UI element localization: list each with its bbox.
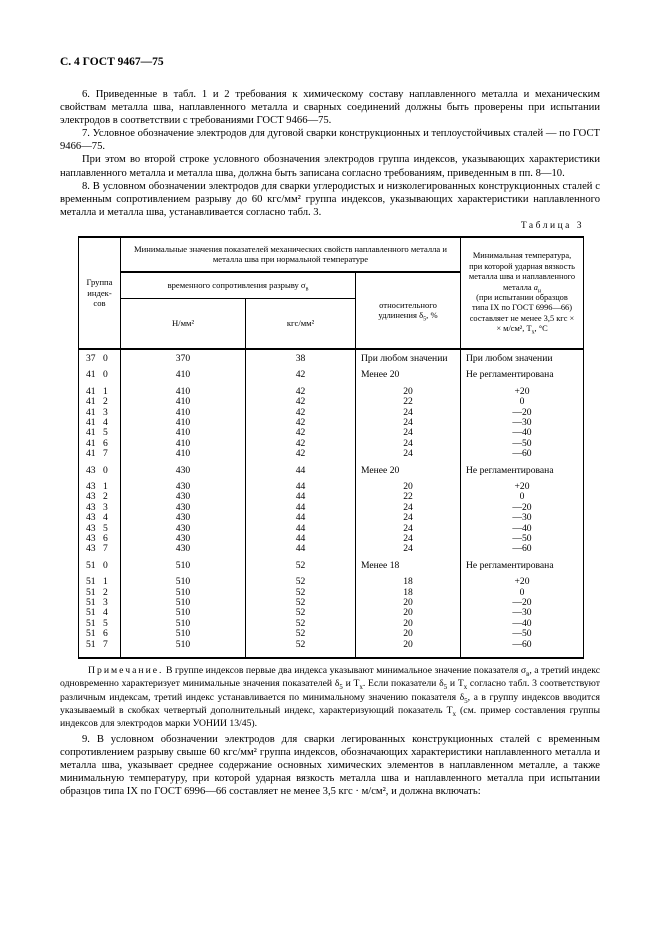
cell-index-group: 43 3: [79, 503, 121, 513]
cell-temperature: —40: [461, 524, 584, 534]
cell-elongation: Менее 20: [356, 364, 461, 380]
cell-n-mm2: 410: [121, 418, 246, 428]
cell-elongation: 20: [356, 640, 461, 658]
cell-n-mm2: 510: [121, 598, 246, 608]
cell-kgs-mm2: 44: [246, 460, 356, 476]
cell-n-mm2: 410: [121, 381, 246, 397]
table-row: [79, 598, 584, 608]
cell-n-mm2: 410: [121, 408, 246, 418]
header-n-mm2: Н/мм²: [121, 299, 246, 349]
cell-temperature: Не регламентирована: [461, 364, 584, 380]
paragraph-8: 8. В условном обозначении электродов для сварки углеродистых и низколегированных конструкционных сталей с временным сопротивлением разрыву до 60 кгс/мм² группа индексов, указывающих характеристики наплавленного металла и металла шва, устанавливается согласно табл. 3.: [60, 180, 600, 218]
cell-elongation: 20: [356, 608, 461, 618]
cell-kgs-mm2: 52: [246, 640, 356, 658]
paragraph-9: 9. В условном обозначении электродов для сварки легированных конструкционных сталей с временным сопротивлением разрыву свыше 60 кгс/мм² группа индексов, обозначающих характеристики наплавленного металла и металла шва, указывает среднее содержание основных химических элементов в наплавленном металле, а также минимальную температуру, при которой ударная вязкость металла шва и наплавленного металла при испытании образцов типа IX по ГОСТ 6996—66 составляет не менее 3,5 кгс · м/см², и должна включать:: [60, 734, 600, 798]
cell-elongation: 24: [356, 449, 461, 459]
cell-kgs-mm2: 52: [246, 588, 356, 598]
cell-index-group: 43 4: [79, 513, 121, 523]
cell-elongation: 20: [356, 629, 461, 639]
cell-n-mm2: 430: [121, 534, 246, 544]
cell-elongation: При любом значении: [356, 349, 461, 364]
cell-n-mm2: 430: [121, 476, 246, 492]
cell-kgs-mm2: 42: [246, 397, 356, 407]
table-row: [79, 524, 584, 534]
header-tensile-strength: временного сопротивления разрыву $\sigma_в$: [121, 272, 356, 299]
paragraph-6: 6. Приведенные в табл. 1 и 2 требования к химическому составу наплавленного металла и механическим свойствам металла шва, наплавленного металла и сварных соединений должны быть проверены при испытании электродов в соответствии с требованиями ГОСТ 9466—75.: [60, 89, 600, 127]
cell-temperature: —30: [461, 608, 584, 618]
cell-index-group: 41 3: [79, 408, 121, 418]
table-row: [79, 571, 584, 587]
cell-elongation: 24: [356, 524, 461, 534]
table-row: [79, 629, 584, 639]
table-row: [79, 428, 584, 438]
cell-elongation: 22: [356, 492, 461, 502]
cell-kgs-mm2: 42: [246, 449, 356, 459]
cell-temperature: +20: [461, 476, 584, 492]
header-index-group: Группа индек- сов: [79, 237, 121, 349]
cell-kgs-mm2: 42: [246, 428, 356, 438]
cell-n-mm2: 410: [121, 428, 246, 438]
cell-index-group: 51 6: [79, 629, 121, 639]
cell-n-mm2: 510: [121, 588, 246, 598]
cell-elongation: 24: [356, 408, 461, 418]
cell-n-mm2: 430: [121, 460, 246, 476]
cell-temperature: —60: [461, 640, 584, 658]
cell-temperature: Не регламентирована: [461, 460, 584, 476]
cell-n-mm2: 430: [121, 503, 246, 513]
cell-elongation: Менее 20: [356, 460, 461, 476]
table-row: [79, 608, 584, 618]
table-row: [79, 449, 584, 459]
cell-n-mm2: 510: [121, 555, 246, 571]
cell-n-mm2: 430: [121, 544, 246, 554]
cell-index-group: 41 7: [79, 449, 121, 459]
cell-elongation: 20: [356, 476, 461, 492]
note-body: В группе индексов первые два индекса указывают минимальное значение показателя $\sigma_в$, а третий индекс одновременно характеризует минимальные значения показателей $\delta_5$ и $Т_х$. Если показатели $\delta_5$ и $Т_х$ согласно табл. 3 соответствуют различным индексам, третий индекс устанавливается по минимальному значению показателя $\delta_5$, а в группу индексов вводится указываемый в скобках четвертый дополнительный индекс, характеризующий показатель $Т_х$ (см. пример составления группы индексов для электродов марки УОНИИ 13/45).: [60, 665, 601, 729]
cell-elongation: 24: [356, 534, 461, 544]
header-kgs-mm2: кгс/мм²: [246, 299, 356, 349]
cell-kgs-mm2: 52: [246, 608, 356, 618]
mechanical-properties-table: [78, 236, 584, 659]
cell-elongation: 24: [356, 439, 461, 449]
note-label: Примечание.: [88, 665, 164, 677]
table-row: [79, 460, 584, 476]
cell-temperature: —50: [461, 629, 584, 639]
cell-index-group: 41 6: [79, 439, 121, 449]
cell-index-group: 41 0: [79, 364, 121, 380]
table-row: [79, 534, 584, 544]
paragraph-7: 7. Условное обозначение электродов для дуговой сварки конструкционных и теплоустойчивых сталей — по ГОСТ 9466—75.: [60, 128, 600, 153]
cell-temperature: —20: [461, 408, 584, 418]
cell-temperature: —20: [461, 598, 584, 608]
cell-index-group: 51 2: [79, 588, 121, 598]
header-min-temperature: Минимальная температура, при которой ударная вязкость металла шва и наплавленного металла $а_н$ (при испытании образцов типа IX по ГОСТ 6996—66) составляет не менее 3,5 кгс × × м/см², $Т_х$, °С: [461, 237, 584, 349]
cell-kgs-mm2: 44: [246, 544, 356, 554]
cell-elongation: Менее 18: [356, 555, 461, 571]
table-row: [79, 640, 584, 658]
cell-index-group: 41 5: [79, 428, 121, 438]
header-mechanical-properties: Минимальные значения показателей механических свойств наплавленного металла и металла шва при нормальной температуре: [121, 237, 461, 272]
cell-index-group: 41 4: [79, 418, 121, 428]
cell-kgs-mm2: 44: [246, 534, 356, 544]
cell-index-group: 43 5: [79, 524, 121, 534]
cell-kgs-mm2: 52: [246, 619, 356, 629]
table-row: [79, 397, 584, 407]
cell-index-group: 51 3: [79, 598, 121, 608]
cell-kgs-mm2: 44: [246, 503, 356, 513]
table-label: Таблица 3: [520, 220, 584, 231]
cell-index-group: 51 7: [79, 640, 121, 658]
cell-elongation: 18: [356, 571, 461, 587]
cell-n-mm2: 430: [121, 513, 246, 523]
cell-temperature: —40: [461, 428, 584, 438]
cell-temperature: +20: [461, 571, 584, 587]
table-row: [79, 544, 584, 554]
table-row: [79, 439, 584, 449]
cell-n-mm2: 410: [121, 397, 246, 407]
cell-n-mm2: 410: [121, 364, 246, 380]
cell-n-mm2: 410: [121, 449, 246, 459]
cell-index-group: 41 2: [79, 397, 121, 407]
cell-kgs-mm2: 44: [246, 492, 356, 502]
paragraph-7-continued: При этом во второй строке условного обозначения электродов группа индексов, указывающих характеристики наплавленного металла и металла шва, должна быть записана согласно требованиям, приведенным в пп. 8—10.: [60, 154, 600, 179]
cell-index-group: 43 6: [79, 534, 121, 544]
cell-temperature: —30: [461, 418, 584, 428]
cell-elongation: 24: [356, 418, 461, 428]
cell-index-group: 51 5: [79, 619, 121, 629]
cell-temperature: —50: [461, 534, 584, 544]
table-row: [79, 408, 584, 418]
cell-temperature: 0: [461, 588, 584, 598]
cell-elongation: 24: [356, 428, 461, 438]
cell-kgs-mm2: 52: [246, 598, 356, 608]
cell-elongation: 20: [356, 381, 461, 397]
note: [60, 664, 600, 730]
cell-temperature: —50: [461, 439, 584, 449]
cell-temperature: —60: [461, 449, 584, 459]
cell-n-mm2: 510: [121, 629, 246, 639]
cell-kgs-mm2: 44: [246, 476, 356, 492]
cell-kgs-mm2: 42: [246, 381, 356, 397]
table-row: [79, 476, 584, 492]
cell-kgs-mm2: 52: [246, 571, 356, 587]
cell-kgs-mm2: 44: [246, 513, 356, 523]
cell-index-group: 37 0: [79, 349, 121, 364]
cell-index-group: 43 0: [79, 460, 121, 476]
table-header: [79, 237, 584, 349]
cell-n-mm2: 430: [121, 492, 246, 502]
cell-index-group: 43 1: [79, 476, 121, 492]
cell-temperature: Не регламентирована: [461, 555, 584, 571]
cell-temperature: —20: [461, 503, 584, 513]
table-row: [79, 364, 584, 380]
cell-temperature: +20: [461, 381, 584, 397]
cell-kgs-mm2: 52: [246, 629, 356, 639]
cell-index-group: 51 0: [79, 555, 121, 571]
cell-n-mm2: 370: [121, 349, 246, 364]
cell-n-mm2: 510: [121, 571, 246, 587]
cell-elongation: 24: [356, 544, 461, 554]
table-row: [79, 503, 584, 513]
cell-kgs-mm2: 42: [246, 418, 356, 428]
cell-elongation: 22: [356, 397, 461, 407]
cell-kgs-mm2: 42: [246, 439, 356, 449]
table-row: [79, 555, 584, 571]
table-row: [79, 349, 584, 364]
cell-kgs-mm2: 42: [246, 364, 356, 380]
table-row: [79, 619, 584, 629]
cell-temperature: 0: [461, 397, 584, 407]
cell-elongation: 20: [356, 598, 461, 608]
table-row: [79, 513, 584, 523]
cell-temperature: 0: [461, 492, 584, 502]
cell-index-group: 43 7: [79, 544, 121, 554]
cell-elongation: 18: [356, 588, 461, 598]
table-row: [79, 588, 584, 598]
cell-index-group: 51 4: [79, 608, 121, 618]
cell-index-group: 51 1: [79, 571, 121, 587]
cell-kgs-mm2: 44: [246, 524, 356, 534]
cell-temperature: При любом значении: [461, 349, 584, 364]
cell-n-mm2: 510: [121, 608, 246, 618]
page-header: С. 4 ГОСТ 9467—75: [60, 56, 164, 68]
cell-elongation: 20: [356, 619, 461, 629]
cell-temperature: —30: [461, 513, 584, 523]
cell-n-mm2: 510: [121, 640, 246, 658]
cell-n-mm2: 510: [121, 619, 246, 629]
cell-kgs-mm2: 42: [246, 408, 356, 418]
cell-temperature: —40: [461, 619, 584, 629]
cell-temperature: —60: [461, 544, 584, 554]
cell-elongation: 24: [356, 503, 461, 513]
table-row: [79, 492, 584, 502]
cell-n-mm2: 410: [121, 439, 246, 449]
header-elongation: относительного удлинения $\delta_5$, %: [356, 272, 461, 349]
table-row: [79, 381, 584, 397]
cell-kgs-mm2: 52: [246, 555, 356, 571]
table-body: [79, 349, 584, 658]
cell-index-group: 41 1: [79, 381, 121, 397]
cell-kgs-mm2: 38: [246, 349, 356, 364]
cell-n-mm2: 430: [121, 524, 246, 534]
cell-elongation: 24: [356, 513, 461, 523]
table-row: [79, 418, 584, 428]
cell-index-group: 43 2: [79, 492, 121, 502]
